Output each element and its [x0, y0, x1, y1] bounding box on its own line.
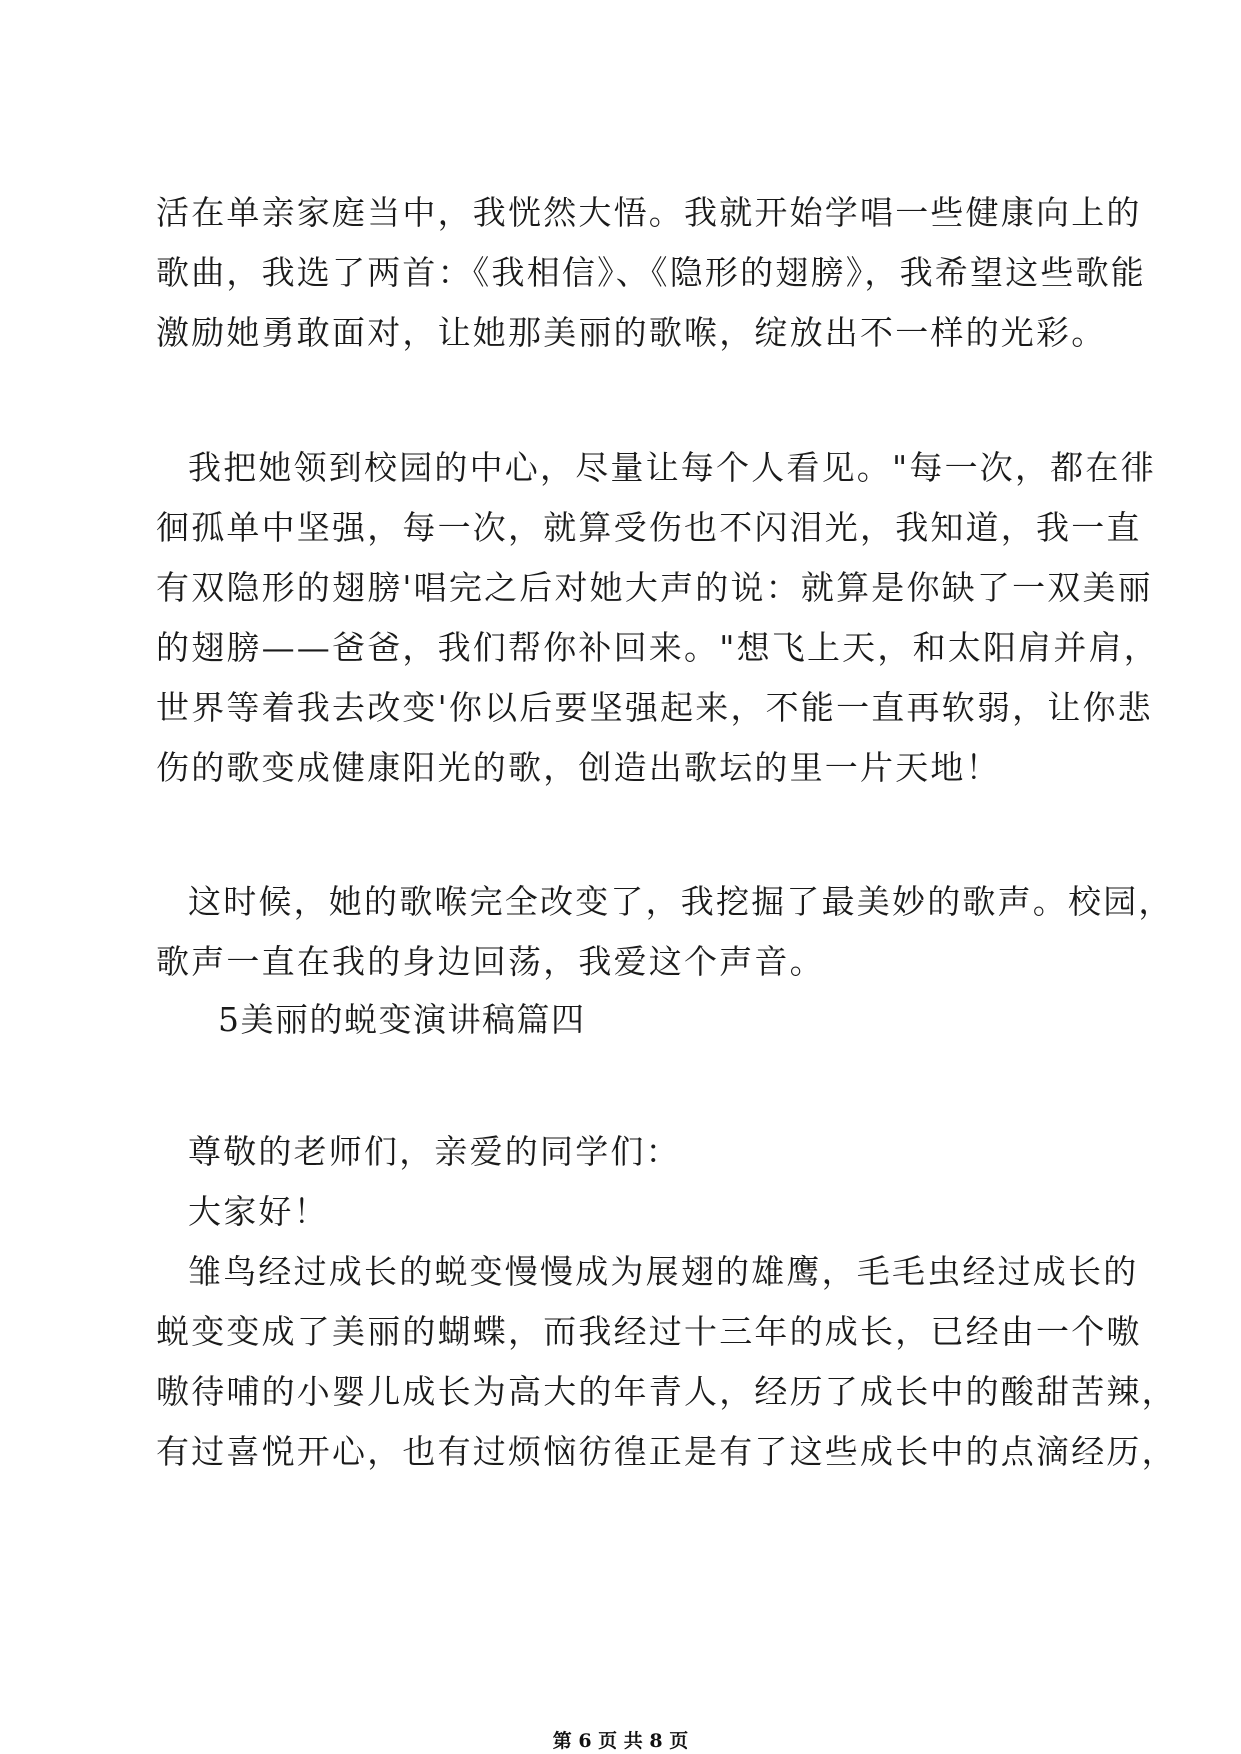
- paragraph-line: 激励她勇敢面对，让她那美丽的歌喉，绽放出不一样的光彩。: [156, 313, 1107, 352]
- page-number-footer: 第 6 页 共 8 页: [552, 1730, 689, 1752]
- paragraph-line: 这时候，她的歌喉完全改变了，我挖掘了最美妙的歌声。校园，: [188, 882, 1174, 921]
- paragraph-line: 活在单亲家庭当中，我恍然大悟。我就开始学唱一些健康向上的: [156, 193, 1142, 232]
- greeting: 大家好！: [188, 1192, 329, 1231]
- paragraph-line: 有双隐形的翅膀'唱完之后对她大声的说：就算是你缺了一双美丽: [156, 568, 1153, 607]
- paragraph-line: 蜕变变成了美丽的蝴蝶，而我经过十三年的成长，已经由一个嗷: [156, 1312, 1142, 1351]
- section-heading: 5美丽的蜕变演讲稿篇四: [218, 1000, 586, 1039]
- paragraph-line: 嗷待哺的小婴儿成长为高大的年青人，经历了成长中的酸甜苦辣，: [156, 1372, 1177, 1411]
- paragraph-line: 有过喜悦开心，也有过烦恼彷徨正是有了这些成长中的点滴经历，: [156, 1432, 1177, 1471]
- paragraph-line: 歌声一直在我的身边回荡，我爱这个声音。: [156, 942, 825, 981]
- paragraph-line: 的翅膀——爸爸，我们帮你补回来。"想飞上天，和太阳肩并肩，: [156, 628, 1159, 667]
- paragraph-line: 我把她领到校园的中心，尽量让每个人看见。"每一次，都在徘: [188, 448, 1156, 487]
- paragraph-line: 歌曲，我选了两首：《我相信》、《隐形的翅膀》，我希望这些歌能: [156, 253, 1146, 292]
- paragraph-line: 雏鸟经过成长的蜕变慢慢成为展翅的雄鹰，毛毛虫经过成长的: [188, 1252, 1139, 1291]
- paragraph-line: 伤的歌变成健康阳光的歌，创造出歌坛的里一片天地！: [156, 748, 1001, 787]
- paragraph-line: 世界等着我去改变'你以后要坚强起来，不能一直再软弱，让你悲: [156, 688, 1153, 727]
- salutation: 尊敬的老师们，亲爱的同学们：: [188, 1132, 681, 1171]
- paragraph-line: 徊孤单中坚强，每一次，就算受伤也不闪泪光，我知道，我一直: [156, 508, 1142, 547]
